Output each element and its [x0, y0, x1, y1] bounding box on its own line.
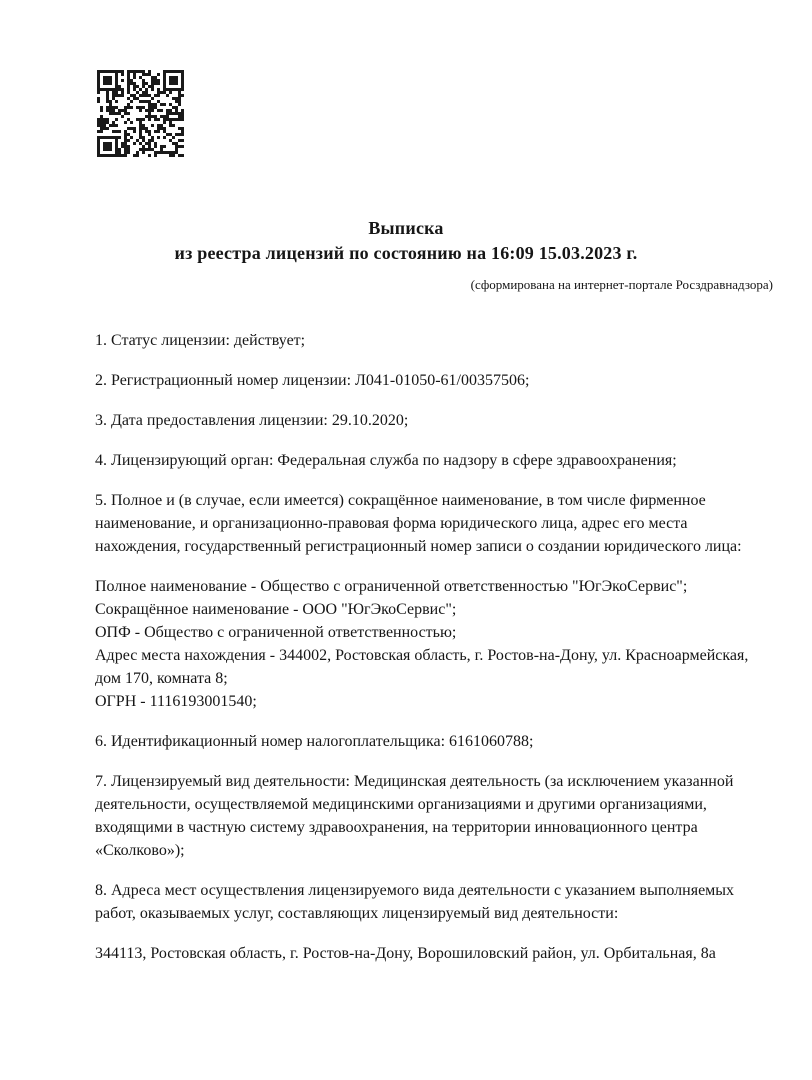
document-subtitle: (сформирована на интернет-портале Росздравнадзора)	[470, 277, 773, 292]
entity-details-block	[95, 575, 755, 713]
paragraph-places-heading: 8. Адреса мест осуществления лицензируемого вида деятельности с указанием выполняемых работ, оказываемых услуг, составляющих лицензируемый вид деятельности:	[95, 882, 735, 922]
entity-opf: ОПФ - Общество с ограниченной ответственностью;	[95, 624, 457, 641]
paragraph-licensed-activity: 7. Лицензируемый вид деятельности: Медицинская деятельность (за исключением указанной деятельности, осуществляемой медицинскими организациями и другими организациями, входящими в частную систему здравоохранения, на территории инновационного центра «Сколково»);	[95, 773, 734, 859]
document-title-line2: из реестра лицензий по состоянию на 16:09 15.03.2023 г.	[174, 243, 638, 263]
paragraph-entity-heading: 5. Полное и (в случае, если имеется) сокращённое наименование, в том числе фирменное наименование, и организационно-правовая форма юридического лица, адрес его места нахождения, государственный регистрационный номер записи о создании юридического лица:	[95, 492, 742, 555]
entity-ogrn: ОГРН - 1116193001540;	[95, 693, 257, 710]
entity-full-name: Полное наименование - Общество с ограниченной ответственностью "ЮгЭкоСервис";	[95, 578, 688, 595]
entity-short-name: Сокращённое наименование - ООО "ЮгЭкоСервис";	[95, 601, 457, 618]
paragraph-place-address: 344113, Ростовская область, г. Ростов-на-Дону, Ворошиловский район, ул. Орбитальная, 8а	[95, 945, 716, 962]
document-title-line1: Выписка	[368, 218, 444, 238]
qr-code-icon	[97, 70, 184, 157]
paragraph-licensing-authority: 4. Лицензирующий орган: Федеральная служба по надзору в сфере здравоохранения;	[95, 452, 677, 469]
paragraph-inn: 6. Идентификационный номер налогоплательщика: 6161060788;	[95, 733, 534, 750]
document-body	[0, 329, 812, 965]
entity-legal-address: Адрес места нахождения - 344002, Ростовская область, г. Ростов-на-Дону, ул. Красноармейская, дом 170, комната 8;	[95, 647, 749, 687]
paragraph-license-status: 1. Статус лицензии: действует;	[95, 332, 306, 349]
paragraph-grant-date: 3. Дата предоставления лицензии: 29.10.2020;	[95, 412, 409, 429]
paragraph-registration-number: 2. Регистрационный номер лицензии: Л041-01050-61/00357506;	[95, 372, 530, 389]
